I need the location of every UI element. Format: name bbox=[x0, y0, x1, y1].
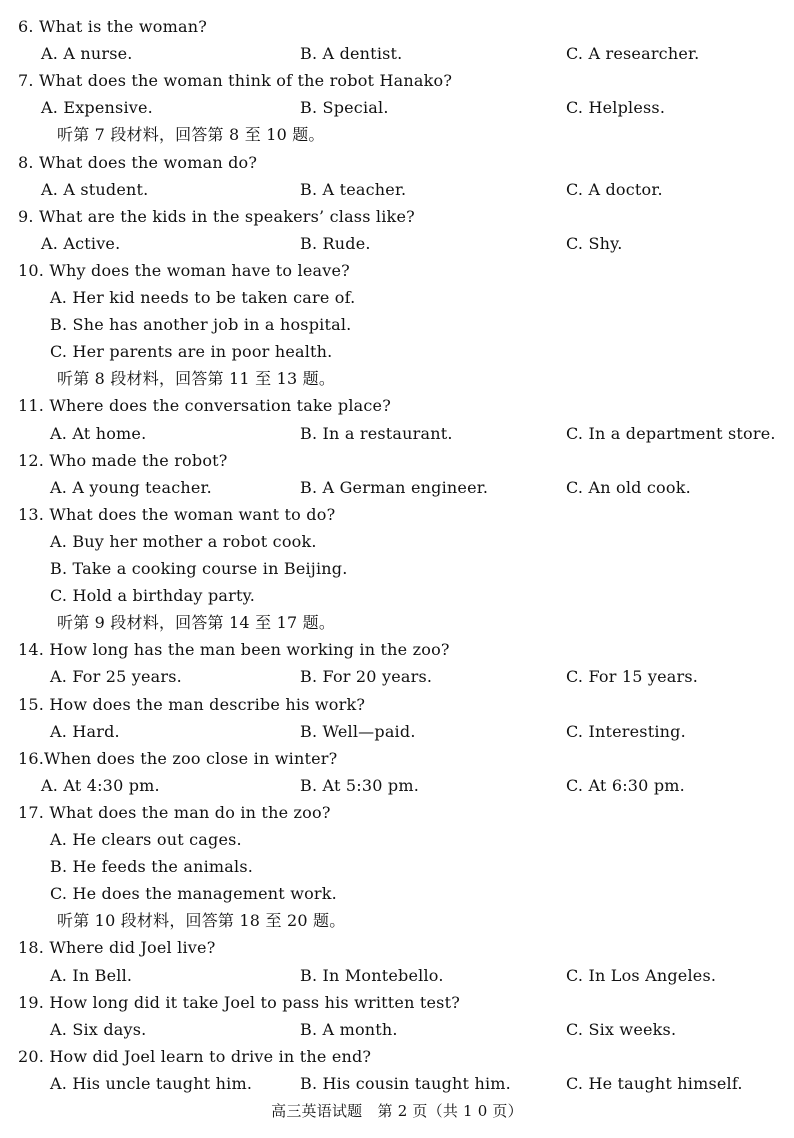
option-row bbox=[0, 881, 794, 907]
question-row bbox=[0, 393, 794, 419]
option-text: B. Take a cooking course in Beijing. bbox=[50, 559, 348, 578]
option-c: C. A researcher. bbox=[566, 44, 700, 64]
option-text: A. He clears out cages. bbox=[50, 830, 242, 849]
question-row bbox=[0, 14, 794, 40]
option-c: C. Interesting. bbox=[566, 721, 686, 741]
option-a: A. At home. bbox=[50, 423, 147, 443]
section-instruction-row bbox=[0, 122, 794, 148]
question-text: 20. How did Joel learn to drive in the end? bbox=[18, 1046, 372, 1066]
option-b: B. A teacher. bbox=[300, 179, 407, 199]
question-text: 7. What does the woman think of the robot Hanako? bbox=[18, 71, 453, 91]
option-b: B. A dentist. bbox=[300, 44, 403, 64]
option-c: C. Six weeks. bbox=[566, 1019, 677, 1039]
question-row bbox=[0, 204, 794, 230]
option-row bbox=[0, 854, 794, 880]
option-a: A. At 4:30 pm. bbox=[41, 775, 160, 795]
options-row bbox=[0, 1017, 794, 1043]
option-b: B. Rude. bbox=[300, 233, 371, 253]
option-a: A. Active. bbox=[41, 233, 121, 253]
option-a: A. For 25 years. bbox=[50, 667, 182, 687]
option-c: C. He taught himself. bbox=[566, 1073, 743, 1093]
option-a: A. Six days. bbox=[50, 1019, 147, 1039]
option-b: B. At 5:30 pm. bbox=[300, 775, 420, 795]
option-c: C. Helpless. bbox=[566, 98, 666, 118]
options-row bbox=[0, 231, 794, 257]
option-a: A. Expensive. bbox=[41, 98, 153, 118]
section-instruction: 听第 8 段材料，回答第 11 至 13 题。 bbox=[57, 369, 336, 389]
option-c: C. An old cook. bbox=[566, 477, 691, 497]
options-row bbox=[0, 963, 794, 989]
question-text: 17. What does the man do in the zoo? bbox=[18, 802, 331, 822]
options-row bbox=[0, 475, 794, 501]
option-text: B. He feeds the animals. bbox=[50, 857, 254, 877]
options-row bbox=[0, 719, 794, 745]
section-instruction: 听第 7 段材料，回答第 8 至 10 题。 bbox=[57, 125, 325, 145]
option-c: C. At 6:30 pm. bbox=[566, 775, 685, 795]
option-row bbox=[0, 339, 794, 365]
option-b: B. For 20 years. bbox=[300, 667, 433, 687]
option-row bbox=[0, 583, 794, 609]
question-text: 13. What does the woman want to do? bbox=[18, 504, 336, 524]
question-text: 18. Where did Joel live? bbox=[18, 938, 216, 958]
option-c: C. In Los Angeles. bbox=[566, 965, 717, 985]
option-b: B. A month. bbox=[300, 1019, 398, 1039]
option-text: C. Hold a birthday party. bbox=[50, 586, 256, 606]
page-footer: 高三英语试题 第 2 页（共 1 0 页） bbox=[271, 1102, 523, 1120]
option-a: A. A nurse. bbox=[41, 44, 133, 64]
option-a: A. A student. bbox=[41, 179, 149, 199]
option-a: A. His uncle taught him. bbox=[50, 1073, 253, 1093]
question-text: 16.When does the zoo close in winter? bbox=[18, 748, 338, 768]
question-text: 15. How does the man describe his work? bbox=[18, 694, 366, 714]
option-b: B. His cousin taught him. bbox=[300, 1073, 511, 1093]
option-text: A. Buy her mother a robot cook. bbox=[50, 531, 317, 551]
question-row bbox=[0, 68, 794, 94]
option-text: C. He does the management work. bbox=[50, 884, 337, 904]
section-instruction-row bbox=[0, 908, 794, 934]
question-text: 9. What are the kids in the speakers’ class like? bbox=[18, 206, 415, 226]
option-row bbox=[0, 827, 794, 853]
option-a: A. In Bell. bbox=[50, 965, 133, 985]
question-text: 10. Why does the woman have to leave? bbox=[18, 260, 350, 280]
question-row bbox=[0, 692, 794, 718]
option-row bbox=[0, 529, 794, 555]
question-row bbox=[0, 150, 794, 176]
option-text: B. She has another job in a hospital. bbox=[50, 315, 352, 335]
section-instruction-row bbox=[0, 366, 794, 392]
options-row bbox=[0, 773, 794, 799]
option-a: A. Hard. bbox=[50, 721, 120, 741]
question-text: 14. How long has the man been working in the zoo? bbox=[18, 640, 450, 660]
question-row bbox=[0, 502, 794, 528]
question-row bbox=[0, 935, 794, 961]
option-b: B. In Montebello. bbox=[300, 965, 444, 985]
option-text: A. Her kid needs to be taken care of. bbox=[50, 288, 356, 307]
question-row bbox=[0, 800, 794, 826]
question-row bbox=[0, 448, 794, 474]
question-row bbox=[0, 990, 794, 1016]
options-row bbox=[0, 421, 794, 447]
question-text: 12. Who made the robot? bbox=[18, 450, 228, 470]
question-row bbox=[0, 637, 794, 663]
option-row bbox=[0, 312, 794, 338]
options-row bbox=[0, 1071, 794, 1097]
section-instruction: 听第 9 段材料，回答第 14 至 17 题。 bbox=[57, 613, 336, 633]
option-row bbox=[0, 285, 794, 311]
section-instruction-row bbox=[0, 610, 794, 636]
question-text: 8. What does the woman do? bbox=[18, 152, 258, 172]
question-row bbox=[0, 746, 794, 772]
option-c: C. In a department store. bbox=[566, 423, 776, 443]
option-b: B. A German engineer. bbox=[300, 477, 489, 497]
options-row bbox=[0, 41, 794, 67]
options-row bbox=[0, 95, 794, 121]
option-b: B. Special. bbox=[300, 98, 389, 118]
option-b: B. In a restaurant. bbox=[300, 423, 453, 443]
question-row bbox=[0, 1044, 794, 1070]
option-b: B. Well—paid. bbox=[300, 721, 416, 741]
question-text: 11. Where does the conversation take place? bbox=[18, 396, 391, 416]
option-c: C. Shy. bbox=[566, 233, 623, 253]
question-row bbox=[0, 258, 794, 284]
option-c: C. A doctor. bbox=[566, 179, 663, 199]
option-text: C. Her parents are in poor health. bbox=[50, 342, 333, 362]
option-row bbox=[0, 556, 794, 582]
question-text: 19. How long did it take Joel to pass his written test? bbox=[18, 992, 460, 1012]
option-c: C. For 15 years. bbox=[566, 667, 699, 687]
section-instruction: 听第 10 段材料，回答第 18 至 20 题。 bbox=[57, 911, 346, 931]
options-row bbox=[0, 177, 794, 203]
options-row bbox=[0, 664, 794, 690]
question-text: 6. What is the woman? bbox=[18, 17, 207, 36]
option-a: A. A young teacher. bbox=[50, 477, 212, 497]
